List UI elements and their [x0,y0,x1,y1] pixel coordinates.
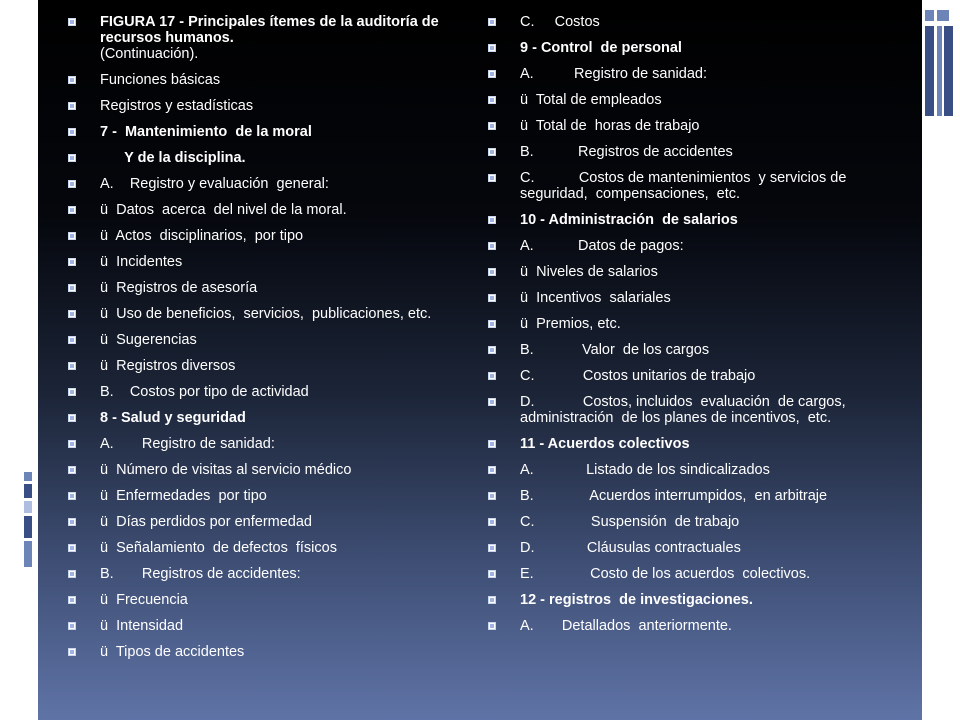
square-bullet-icon [68,128,76,136]
bullet-item [68,540,468,556]
bullet-text: ü Número de visitas al servicio médico [100,462,352,478]
square-bullet-icon [68,518,76,526]
bullet-text: C. Costos de mantenimientos y servicios de seguridad, compensaciones, etc. [520,170,851,202]
bullet-item [488,212,898,228]
bullet-item [68,202,468,218]
bullet-text: ü Frecuencia [100,592,188,608]
square-bullet-icon [68,596,76,604]
square-bullet-icon [68,492,76,500]
square-bullet-icon [488,268,496,276]
bullet-text: ü Registros de asesoría [100,280,258,296]
square-bullet-icon [488,70,496,78]
bullet-item [68,280,468,296]
bullet-item [488,566,898,582]
bullet-item [488,394,898,426]
decor-block [24,484,32,498]
bullet-item [68,436,468,452]
bullet-item [488,316,898,332]
square-bullet-icon [488,294,496,302]
bullet-item [488,264,898,280]
bullet-text: A. Registro y evaluación general: [100,176,329,192]
left-decor-strip [0,0,38,720]
square-bullet-icon [68,388,76,396]
bullet-text: B. Valor de los cargos [520,342,710,358]
bullet-item [488,118,898,134]
square-bullet-icon [488,122,496,130]
bullet-item [68,124,468,140]
square-bullet-icon [68,102,76,110]
bullet-item [68,228,468,244]
decor-block [24,516,32,538]
bullet-text: ü Niveles de salarios [520,264,658,280]
bullet-item [68,332,468,348]
bullet-text: ü Señalamiento de defectos físicos [100,540,337,556]
square-bullet-icon [488,466,496,474]
bullet-item [68,176,468,192]
square-bullet-icon [68,180,76,188]
bullet-text: A. Registro de sanidad: [520,66,707,82]
bullet-item [488,488,898,504]
bullet-item [488,144,898,160]
bullet-text: ü Incidentes [100,254,183,270]
square-bullet-icon [68,544,76,552]
bullet-text: 7 - Mantenimiento de la moral [100,124,312,140]
bullet-text: 11 - Acuerdos colectivos [520,436,690,452]
bullet-item [488,170,898,202]
square-bullet-icon [488,518,496,526]
bullet-item [68,358,468,374]
bullet-text: Funciones básicas [100,72,221,88]
bullet-item [488,514,898,530]
square-bullet-icon [488,622,496,630]
bullet-text: B. Acuerdos interrumpidos, en arbitraje [520,488,828,504]
square-bullet-icon [68,570,76,578]
bullet-text: C. Costos unitarios de trabajo [520,368,756,384]
decor-block [937,26,942,116]
square-bullet-icon [68,76,76,84]
square-bullet-icon [488,96,496,104]
bullet-text: ü Datos acerca del nivel de la moral. [100,202,347,218]
square-bullet-icon [68,18,76,26]
bullet-item [68,644,468,660]
bullet-text: A. Detallados anteriormente. [520,618,732,634]
square-bullet-icon [488,398,496,406]
bullet-item [68,150,468,166]
bullet-text: ü Días perdidos por enfermedad [100,514,312,530]
left-column [68,14,468,670]
bullet-item [488,436,898,452]
square-bullet-icon [488,242,496,250]
bullet-text: Y de la disciplina. [100,150,246,166]
bullet-item [68,566,468,582]
bullet-text: ü Sugerencias [100,332,197,348]
bullet-text: D. Costos, incluidos evaluación de cargos, administración de los planes de incentivos, etc. [520,394,850,426]
bullet-text: ü Uso de beneficios, servicios, publicaciones, etc. [100,306,432,322]
bullet-text: 12 - registros de investigaciones. [520,592,753,608]
bullet-text: Registros y estadísticas [100,98,254,114]
bullet-text: C. Costos [520,14,600,30]
bullet-text: ü Total de horas de trabajo [520,118,700,134]
bullet-item [488,618,898,634]
square-bullet-icon [488,44,496,52]
bullet-text: ü Tipos de accidentes [100,644,245,660]
square-bullet-icon [488,18,496,26]
square-bullet-icon [68,622,76,630]
bullet-text: ü Premios, etc. [520,316,621,332]
bullet-text: E. Costo de los acuerdos colectivos. [520,566,811,582]
bullet-text: 9 - Control de personal [520,40,682,56]
bullet-text: FIGURA 17 - Principales ítemes de la auditoría de recursos humanos. [100,14,443,46]
bullet-item [68,462,468,478]
bullet-item [68,592,468,608]
square-bullet-icon [68,310,76,318]
bullet-item [68,98,468,114]
bullet-text: A. Registro de sanidad: [100,436,275,452]
square-bullet-icon [68,414,76,422]
square-bullet-icon [488,440,496,448]
square-bullet-icon [68,362,76,370]
bullet-item [68,254,468,270]
bullet-item [488,66,898,82]
bullet-item [68,618,468,634]
square-bullet-icon [488,174,496,182]
bullet-item [68,14,468,62]
bullet-text: A. Datos de pagos: [520,238,684,254]
decor-block [24,472,32,481]
square-bullet-icon [68,466,76,474]
decor-block [925,10,934,21]
square-bullet-icon [488,570,496,578]
bullet-text: D. Cláusulas contractuales [520,540,741,556]
square-bullet-icon [488,544,496,552]
bullet-item [68,306,468,322]
decor-block [24,501,32,513]
bullet-text: B. Registros de accidentes: [100,566,301,582]
square-bullet-icon [68,440,76,448]
bullet-item [488,368,898,384]
decor-block [24,541,32,567]
bullet-text: 10 - Administración de salarios [520,212,738,228]
bullet-text: A. Listado de los sindicalizados [520,462,770,478]
bullet-item [68,488,468,504]
square-bullet-icon [488,492,496,500]
bullet-subtext: (Continuación). [100,46,199,62]
bullet-item [68,384,468,400]
square-bullet-icon [488,148,496,156]
bullet-item [488,462,898,478]
bullet-item [488,238,898,254]
bullet-text: 8 - Salud y seguridad [100,410,246,426]
square-bullet-icon [488,216,496,224]
square-bullet-icon [68,284,76,292]
bullet-item [68,410,468,426]
bullet-text: ü Incentivos salariales [520,290,671,306]
bullet-item [488,540,898,556]
bullet-text: B. Costos por tipo de actividad [100,384,309,400]
bullet-text: C. Suspensión de trabajo [520,514,740,530]
decor-block [925,26,934,116]
square-bullet-icon [68,154,76,162]
right-decor-strip [922,0,960,720]
right-column [488,14,898,644]
bullet-item [488,592,898,608]
bullet-text: B. Registros de accidentes [520,144,733,160]
square-bullet-icon [488,372,496,380]
square-bullet-icon [68,648,76,656]
decor-block [944,26,953,116]
bullet-item [488,290,898,306]
bullet-text: ü Intensidad [100,618,184,634]
square-bullet-icon [68,258,76,266]
decor-block [937,10,949,21]
bullet-item [68,72,468,88]
bullet-item [488,14,898,30]
square-bullet-icon [68,232,76,240]
bullet-text: ü Enfermedades por tipo [100,488,267,504]
square-bullet-icon [488,320,496,328]
bullet-item [488,92,898,108]
bullet-item [68,514,468,530]
bullet-text: ü Actos disciplinarios, por tipo [100,228,304,244]
bullet-text: ü Total de empleados [520,92,662,108]
square-bullet-icon [68,206,76,214]
square-bullet-icon [488,346,496,354]
square-bullet-icon [488,596,496,604]
bullet-text: ü Registros diversos [100,358,236,374]
bullet-item [488,342,898,358]
square-bullet-icon [68,336,76,344]
bullet-item [488,40,898,56]
